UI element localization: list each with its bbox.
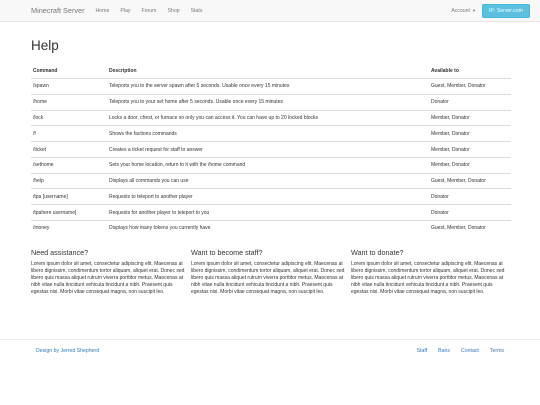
- main-content: [0, 38, 540, 296]
- panel-title: Want to donate?: [351, 247, 404, 257]
- table-row: [31, 110, 511, 126]
- caret-down-icon: ▼: [472, 8, 476, 13]
- available-cell: Guest, Member, Donator: [431, 83, 486, 90]
- commands-table: [31, 66, 511, 236]
- description-cell: Requests to teleport to another player: [107, 189, 429, 205]
- footer-link-staff[interactable]: Staff: [416, 348, 428, 354]
- table-row: [31, 173, 511, 189]
- footer-link-contact[interactable]: Contact: [460, 348, 479, 354]
- command-cell: /home: [31, 94, 107, 110]
- nav-link-stats[interactable]: Stats: [190, 7, 203, 14]
- command-cell: /spawn: [33, 83, 49, 90]
- command-cell: /help: [31, 173, 107, 189]
- header-command: Command: [31, 66, 107, 79]
- description-cell: Teleports you to your set home after 5 seconds. Usable once every 15 minutes: [107, 94, 429, 110]
- footer-links: [406, 348, 504, 354]
- table-row: [31, 79, 511, 95]
- available-cell: Donator: [429, 94, 511, 110]
- panel-body: Lorem ipsum dolor sit amet, consectetur adipiscing elit. Maecenas at libero dignissim, condimentum tortor aliquam, aliquet erat. Donec sed libero quis massa aliquet rutrum viverra porttitor metus. Maecenas at nibh vitae nulla tincidunt vehicula tincidunt a nibh. Praesent quis egestas nisi. Morbi vitae consequat magna, non suscipit leo.: [31, 260, 185, 295]
- footer-link-terms[interactable]: Terms: [489, 348, 504, 354]
- panel-staff: [191, 248, 351, 296]
- table-row: [31, 94, 511, 110]
- panel-donate: [351, 248, 511, 296]
- top-navbar: [0, 0, 540, 22]
- description-cell: Sets your home location, return to it with the /home command: [107, 157, 429, 173]
- available-cell: Member, Donator: [429, 157, 511, 173]
- page-footer: [0, 339, 540, 354]
- info-panels: [31, 248, 511, 296]
- description-cell: Displays how many tokens you currently have: [107, 221, 429, 236]
- panel-title: Want to become staff?: [191, 247, 263, 257]
- table-header-row: [31, 66, 511, 79]
- account-dropdown[interactable]: [451, 8, 476, 14]
- server-ip-button[interactable]: IP: Server.com: [482, 4, 530, 18]
- nav-link-home[interactable]: Home: [95, 7, 110, 14]
- panel-body: Lorem ipsum dolor sit amet, consectetur adipiscing elit. Maecenas at libero dignissim, condimentum tortor aliquam, aliquet erat. Donec sed libero quis massa aliquet rutrum viverra porttitor metus. Maecenas at nibh vitae nulla tincidunt vehicula tincidunt a nibh. Praesent quis egestas nisi. Morbi vitae consequat magna, non suscipit leo.: [351, 260, 505, 295]
- available-cell: Donator: [429, 189, 511, 205]
- available-cell: Donator: [429, 205, 511, 221]
- panel-body: Lorem ipsum dolor sit amet, consectetur adipiscing elit. Maecenas at libero dignissim, condimentum tortor aliquam, aliquet erat. Donec sed libero quis massa aliquet rutrum viverra porttitor metus. Maecenas at nibh vitae nulla tincidunt vehicula tincidunt a nibh. Praesent quis egestas nisi. Morbi vitae consequat magna, non suscipit leo.: [191, 260, 345, 295]
- command-cell: /tpa [username]: [31, 189, 107, 205]
- description-cell: Creates a ticket request for staff to answer: [107, 142, 429, 158]
- available-cell: Guest, Member, Donator: [429, 173, 511, 189]
- table-row: [31, 157, 511, 173]
- description-cell: Teleports you to the server spawn after 5 seconds. Usable once every 15 minutes: [109, 83, 290, 90]
- command-cell: /ticket: [31, 142, 107, 158]
- panel-assistance: [31, 248, 191, 296]
- command-cell: /sethome: [31, 157, 107, 173]
- available-cell: Member, Donator: [429, 110, 511, 126]
- nav-links: [96, 8, 214, 14]
- design-credit-link[interactable]: Design by Jerred Shepherd: [36, 348, 100, 354]
- brand-link[interactable]: Minecraft Server: [31, 6, 85, 15]
- table-row: [31, 205, 511, 221]
- page-title: Help: [31, 38, 59, 53]
- account-label: Account: [451, 7, 470, 14]
- nav-link-play[interactable]: Play: [120, 7, 131, 14]
- nav-right: [451, 4, 530, 18]
- nav-link-forum[interactable]: Forum: [141, 7, 157, 14]
- command-cell: /f: [31, 126, 107, 142]
- header-description: Description: [107, 66, 429, 79]
- command-cell: /money: [31, 221, 107, 236]
- available-cell: Guest, Member, Donator: [429, 221, 511, 236]
- description-cell: Displays all commands you can use: [107, 173, 429, 189]
- header-available-to: Available to: [429, 66, 511, 79]
- description-cell: Locks a door, chest, or furnace so only you can access it. You can have up to 20 locked blocks: [107, 110, 429, 126]
- command-cell: /lock: [31, 110, 107, 126]
- table-row: [31, 221, 511, 236]
- description-cell: Requests for another player to teleport to you: [107, 205, 429, 221]
- command-cell: /tpahere username]: [31, 205, 107, 221]
- table-row: [31, 189, 511, 205]
- available-cell: Member, Donator: [429, 142, 511, 158]
- footer-link-bans[interactable]: Bans: [438, 348, 450, 354]
- available-cell: Member, Donator: [429, 126, 511, 142]
- description-cell: Shows the factions commands: [107, 126, 429, 142]
- panel-title: Need assistance?: [31, 247, 89, 257]
- table-row: [31, 142, 511, 158]
- table-row: [31, 126, 511, 142]
- nav-link-shop[interactable]: Shop: [167, 7, 180, 14]
